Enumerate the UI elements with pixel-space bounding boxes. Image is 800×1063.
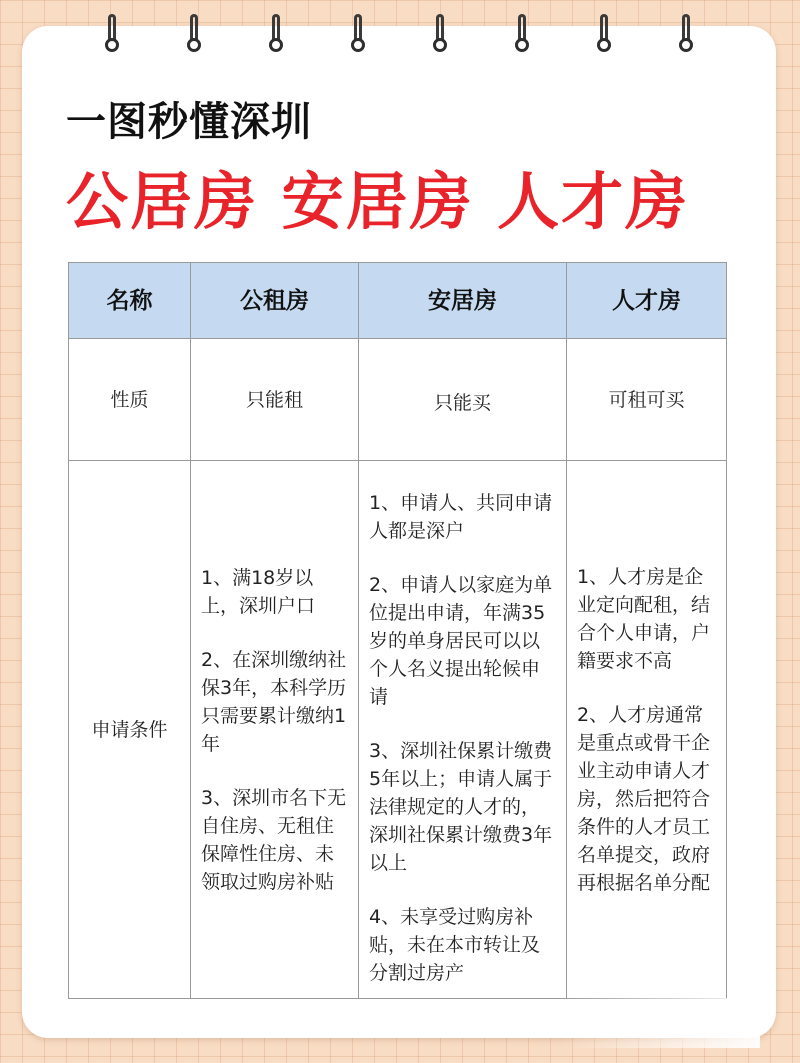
page-title: 公居房 安居房 人才房: [66, 165, 690, 238]
watermark-fade: [560, 998, 760, 1048]
row-label-nature: 性质: [69, 339, 191, 461]
requirement-item: 2、申请人以家庭为单位提出申请，年满35岁的单身居民可以以个人名义提出轮候申请: [369, 574, 553, 708]
binding-ring-icon: [596, 14, 612, 58]
requirements-talent-housing: [567, 461, 727, 999]
requirements-public-rental: [191, 461, 359, 999]
column-header-name: 名称: [69, 263, 191, 339]
requirement-item: 2、在深圳缴纳社保3年，本科学历只需要累计缴纳1年: [201, 648, 347, 755]
column-header-talent-housing: 人才房: [567, 263, 727, 339]
page-subtitle: 一图秒懂深圳: [66, 99, 312, 145]
requirement-item: 1、人才房是企业定向配租，结合个人申请，户籍要求不高: [577, 565, 711, 672]
binding-ring-icon: [678, 14, 694, 58]
spiral-binding: [0, 0, 800, 70]
requirement-item: 3、深圳社保累计缴费5年以上；申请人属于法律规定的人才的，深圳社保累计缴费3年以上: [369, 740, 553, 874]
binding-ring-icon: [268, 14, 284, 58]
column-header-public-rental: 公租房: [191, 263, 359, 339]
requirements-anju-housing: [359, 461, 567, 999]
binding-ring-icon: [514, 14, 530, 58]
nature-talent-housing: 可租可买: [567, 339, 727, 461]
binding-ring-icon: [350, 14, 366, 58]
nature-anju-housing: 只能买: [359, 339, 567, 461]
binding-ring-icon: [104, 14, 120, 58]
binding-ring-icon: [432, 14, 448, 58]
binding-ring-icon: [186, 14, 202, 58]
requirement-item: 1、申请人、共同申请人都是深户: [369, 492, 553, 542]
comparison-table: [68, 262, 727, 999]
requirement-item: 4、未享受过购房补贴，未在本市转让及分割过房产: [369, 906, 541, 984]
nature-public-rental: 只能租: [191, 339, 359, 461]
requirement-item: 2、人才房通常是重点或骨干企业主动申请人才房，然后把符合条件的人才员工名单提交，政府再根据名单分配: [577, 703, 711, 894]
row-label-requirements: 申请条件: [69, 461, 191, 999]
requirement-item: 1、满18岁以上，深圳户口: [201, 566, 316, 617]
requirement-item: 3、深圳市名下无自住房、无租住保障性住房、未领取过购房补贴: [201, 786, 347, 893]
column-header-anju-housing: 安居房: [359, 263, 567, 339]
